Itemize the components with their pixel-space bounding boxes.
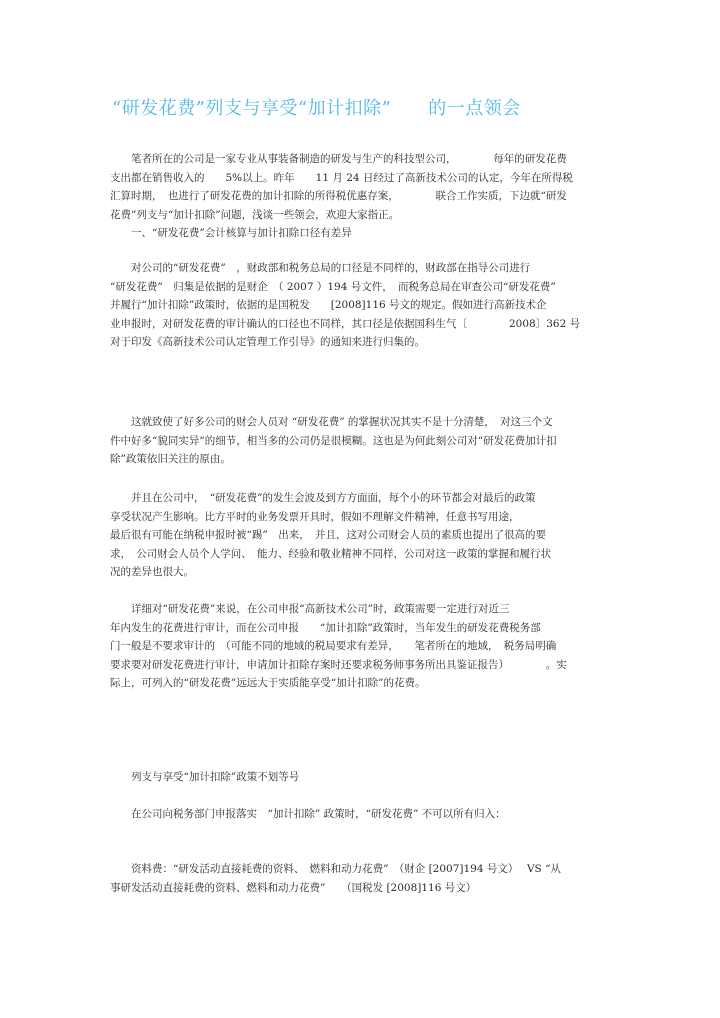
text-line: 件中好多“貌同实异”的细节，相当多的公司仍是很模糊。这也是为何此刻公司对“研发花费加计扣 (110, 434, 557, 447)
text-line: 汇算时期， 也进行了研发花费的加计扣除的所得税优惠存案， 联合工作实质，下边就“研发 (110, 190, 567, 202)
section-heading: 一、“研发花费”会计核算与加计扣除口径有差异 (110, 227, 352, 239)
text-line: 年内发生的花费进行审计，而在公司申报 “加计扣除”政策时，当年发生的研发花费税务部 (110, 621, 541, 634)
text-line: 际上，可列入的“研发花费”远远大于实质能享受“加计扣除”的花费。 (110, 677, 426, 689)
text-line: 笔者所在的公司是一家专业从事装备制造的研发与生产的科技型公司， 每年的研发花费 (110, 153, 567, 165)
text-line: 在公司向税务部门申报落实 “加计扣除” 政策时，“研发花费” 不可以所有归入： (110, 808, 506, 820)
text-line: 除”政策依旧关注的原由。 (110, 453, 231, 465)
paragraph-4 (110, 489, 620, 582)
paragraph-5 (110, 600, 620, 693)
text-line: 享受状况产生影响。比方平时的业务发票开具时，假如不理解文件精神，任意书写用途， (110, 510, 520, 523)
text-line: 详细对“研发花费”来说，在公司申报“高新技术公司”时，政策需要一定进行对近三 (110, 603, 510, 615)
text-line: 支出都在销售收入的 5%以上。昨年 11 月 24 日经过了高新技术公司的认定，今年在所得税 (110, 171, 573, 184)
text-line: 要求要对研发花费进行审计，申请加计扣除存案时还要求税务师事务所出具鉴证报告） 。实 (110, 658, 567, 671)
text-line: 事研发活动直接耗费的资料、燃料和动力花费” （国税发 [2008]116 号文） (110, 881, 477, 894)
text-line: 对于印发《高新技术公司认定管理工作引导》的通知来进行归集的。 (110, 336, 425, 348)
text-line: “研发花费” 归集是依据的是财企 （ 2007 ）194 号文件， 而税务总局在审查公司“研发花费” (110, 280, 556, 293)
section-heading: 列支与享受“加计扣除”政策不划等号 (110, 771, 300, 783)
text-line: 求， 公司财会人员个人学问、 能力、经验和敬业精神不同样，公司对这一政策的掌握和履行状 (110, 547, 551, 560)
document-title: “研发花费”列支与享受“加计扣除” 的一点领会 (112, 98, 521, 119)
text-line: 业申报时，对研发花费的审计确认的口径也不同样，其口径是依据国科生气〔 2008〕362 号 (110, 317, 581, 330)
paragraph-6 (110, 768, 620, 787)
paragraph-8 (110, 860, 620, 897)
paragraph-intro (110, 150, 620, 243)
text-line: 并履行“加计扣除”政策时，依据的是国税发 [2008]116 号文的规定。假如进行高新技术企 (110, 299, 547, 311)
paragraph-7 (110, 805, 620, 824)
paragraph-3 (110, 413, 620, 469)
text-line: 况的差异也很大。 (110, 566, 194, 578)
text-line: 花费”列支与“加计扣除”问题，浅谈一些领会，欢迎大家指正。 (110, 208, 400, 221)
paragraph-2 (110, 259, 620, 352)
text-line: 最后很有可能在纳税申报时被“踢” 出来， 并且，这对公司财会人员的素质也提出了很高的要 (110, 529, 546, 541)
text-line: 对公司的“研发花费” ，财政部和税务总局的口径是不同样的，财政部在指导公司进行 (110, 262, 531, 274)
text-line: 这就致使了好多公司的财会人员对 “研发花费” 的掌握状况其实不是十分清楚， 对这三个文 (110, 416, 553, 428)
text-line: 资料费：“研发活动直接耗费的资料、 燃料和动力花费” （财企 [2007]194 号文） VS “从 (110, 863, 561, 875)
text-line: 并且在公司中， “研发花费”的发生会波及到方方面面，每个小的环节都会对最后的政策 (110, 492, 536, 504)
text-line: 门一般是不要求审计的 （可能不同的地域的税局要求有差异， 笔者所在的地域， 税务局明确 (110, 640, 557, 652)
